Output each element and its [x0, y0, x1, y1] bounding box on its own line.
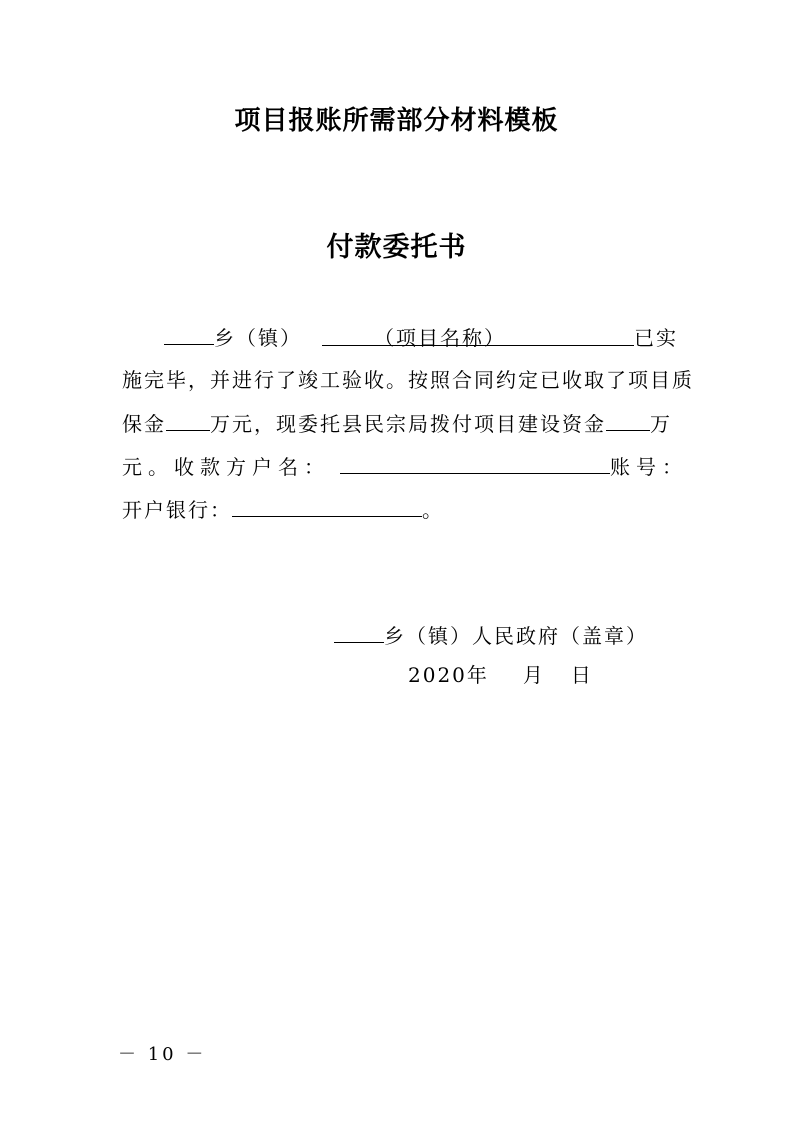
account-number-label: 账号： [610, 455, 688, 479]
payee-name-blank[interactable] [340, 451, 610, 474]
funds-amount-blank[interactable] [606, 408, 650, 431]
document-title: 项目报账所需部分材料模板 [234, 106, 559, 136]
retention-label: 保金 [122, 412, 166, 436]
signature-org-text: 乡（镇）人民政府（盖章） [384, 624, 648, 648]
date-month: 月 [522, 663, 545, 687]
acceptance-text: 施完毕，并进行了竣工验收。按照合同约定已收取了项目质 [122, 368, 694, 392]
project-name-placeholder: （项目名称） [374, 326, 506, 350]
township-blank[interactable] [164, 322, 214, 345]
bank-name-blank[interactable] [232, 494, 422, 517]
completed-text: 已实 [634, 326, 678, 350]
wan-unit: 万 [650, 412, 672, 436]
bank-label: 开户银行： [122, 498, 232, 522]
entrust-text: 万元，现委托县民宗局拨付项目建设资金 [210, 412, 606, 436]
paragraph-line-1 [122, 322, 678, 352]
signature-date-line [408, 660, 593, 690]
paragraph-line-2 [122, 365, 694, 395]
date-day: 日 [570, 663, 593, 687]
page-number: － 10 － [118, 1044, 207, 1065]
paragraph-line-5 [122, 494, 444, 524]
date-year: 2020年 [408, 663, 489, 687]
project-name-blank[interactable] [322, 323, 634, 350]
signature-township-blank[interactable] [334, 620, 384, 643]
township-label: 乡（镇） [214, 326, 302, 350]
paragraph-line-3 [122, 408, 672, 438]
paragraph-line-4 [122, 451, 688, 481]
form-title: 付款委托书 [326, 232, 467, 263]
signature-org-line [334, 620, 648, 650]
retention-amount-blank[interactable] [166, 408, 210, 431]
period: 。 [422, 498, 444, 522]
payee-name-label: 元。收款方户名： [122, 455, 330, 479]
